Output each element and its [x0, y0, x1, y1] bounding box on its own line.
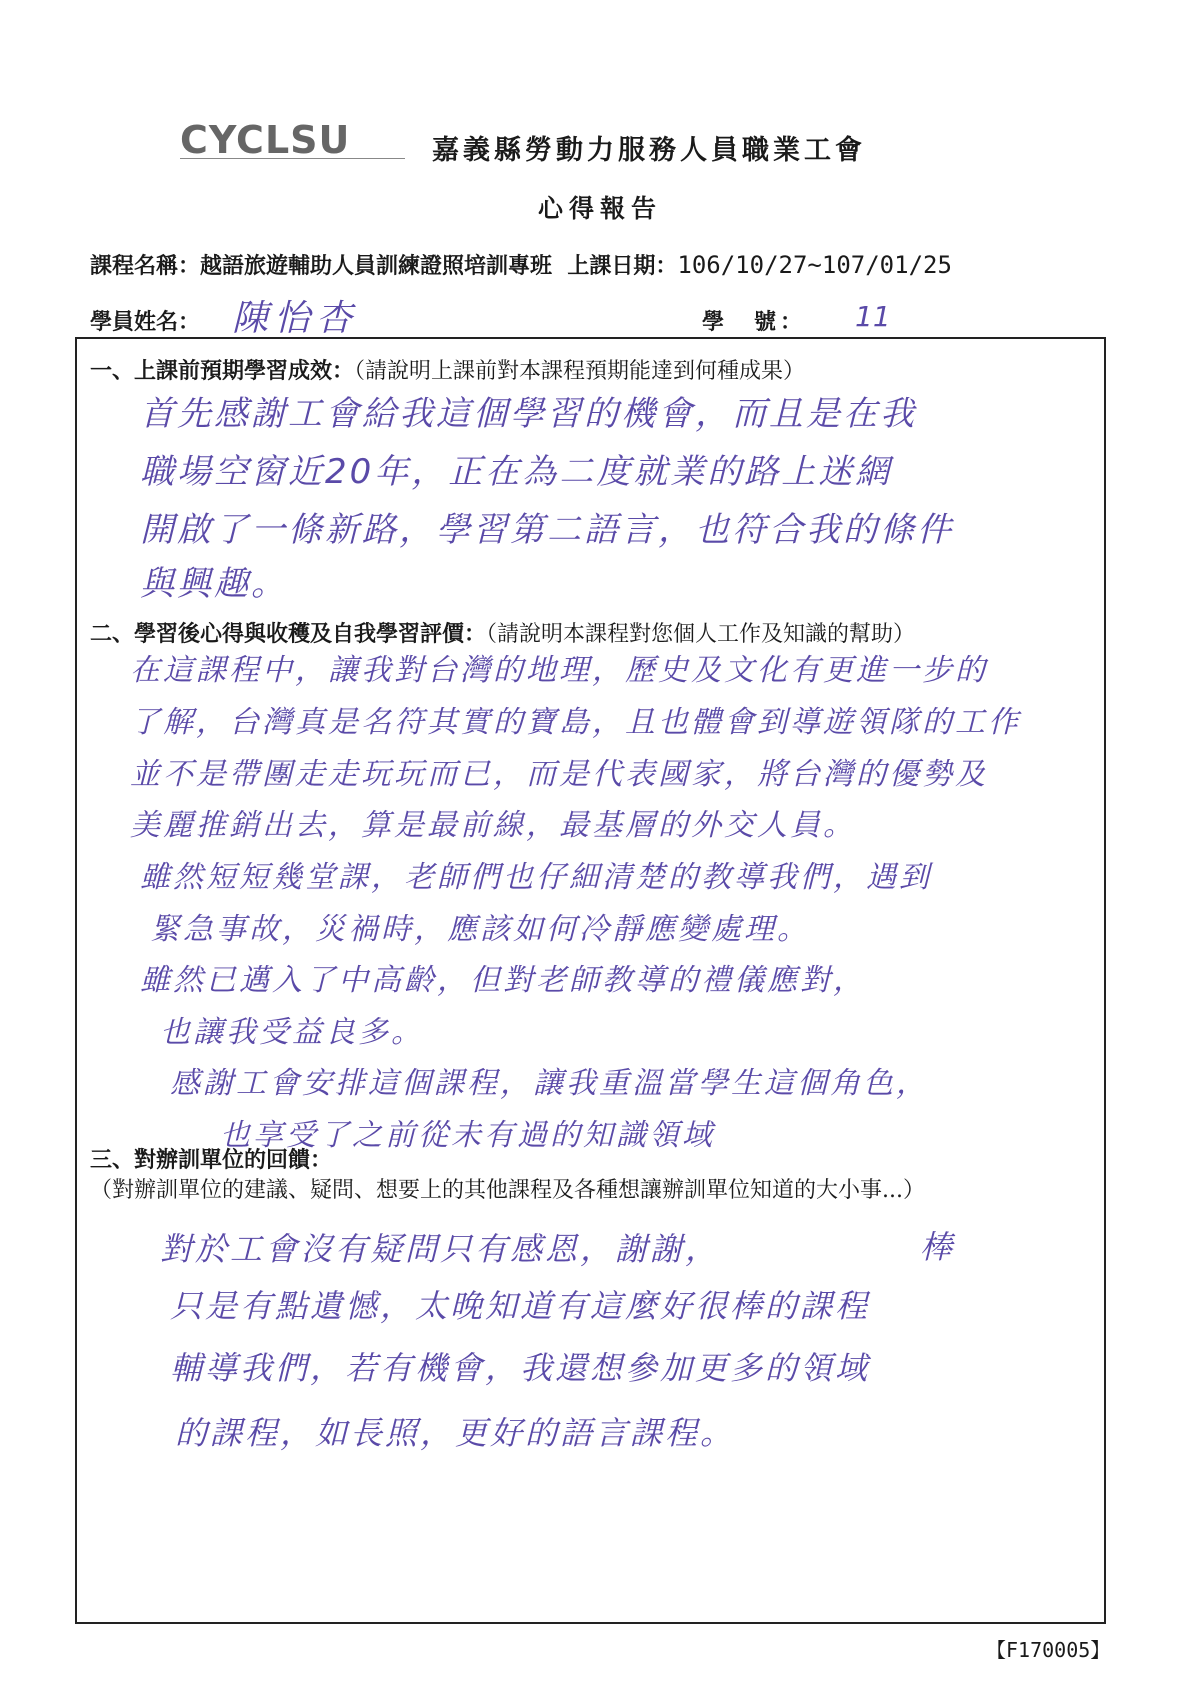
section1-heading [90, 354, 805, 385]
section2-note: （請說明本課程對您個人工作及知識的幫助） [486, 622, 916, 647]
student-name-label: 學員姓名： [90, 309, 201, 335]
course-date: 106/10/27~107/01/25 [677, 251, 952, 279]
logo-text: CYCLSU [180, 118, 351, 162]
course-date-label: 上課日期： [567, 253, 678, 279]
form-code: 【F170005】 [986, 1638, 1111, 1662]
student-number-label: 學 號： [702, 309, 807, 335]
section2-line: 雖然已邁入了中高齡，但對老師教導的禮儀應對， [140, 963, 866, 998]
section1-line: 職場空窗近20年，正在為二度就業的路上迷網 [140, 452, 893, 492]
section3-line: 的課程，如長照，更好的語言課程。 [175, 1414, 736, 1452]
section3-note: （對辦訓單位的建議、疑問、想要上的其他課程及各種想讓辦訓單位知道的大小事...） [90, 1178, 925, 1203]
union-logo [180, 118, 405, 168]
course-name-label: 課程名稱： [90, 253, 201, 279]
course-name: 越語旅遊輔助人員訓練證照培訓專班 [200, 253, 553, 279]
section2-line: 感謝工會安排這個課程，讓我重溫當學生這個角色， [170, 1066, 929, 1101]
organization-name: 嘉義縣勞動力服務人員職業工會 [432, 135, 866, 166]
student-name-handwritten: 陳怡杏 [232, 298, 359, 339]
section1-line: 首先感謝工會給我這個學習的機會，而且是在我 [140, 394, 917, 434]
section2-line: 在這課程中，讓我對台灣的地理，歷史及文化有更進一步的 [130, 653, 988, 688]
section2-line: 緊急事故，災禍時，應該如何冷靜應變處理。 [150, 912, 810, 947]
section3-heading: 三、對辦訓單位的回饋： [90, 1147, 333, 1173]
section2-line: 也享受了之前從未有過的知識領域 [220, 1118, 715, 1153]
section3-line: 輔導我們，若有機會，我還想參加更多的領域 [170, 1349, 871, 1387]
logo-underline [180, 158, 405, 163]
section2-line: 也讓我受益良多。 [160, 1015, 424, 1050]
report-title: 心得報告 [537, 194, 662, 223]
section2-line: 了解，台灣真是名符其實的寶島，且也體會到導遊領隊的工作 [130, 705, 1021, 740]
section3-line: 只是有點遺憾，太晚知道有這麼好很棒的課程 [170, 1287, 871, 1325]
course-info-row [90, 249, 952, 280]
section2-line: 雖然短短幾堂課，老師們也仔細清楚的教導我們，遇到 [140, 860, 932, 895]
section1-title: 一、上課前預期學習成效： [90, 358, 355, 384]
section2-line: 美麗推銷出去，算是最前線，最基層的外交人員。 [130, 808, 856, 843]
section1-note: （請說明上課前對本課程預期能達到何種成果） [354, 359, 806, 384]
handwritten-correction: 棒 [920, 1228, 953, 1266]
section2-heading [90, 617, 915, 648]
student-number-handwritten: 11 [855, 300, 891, 333]
section3-line: 對於工會沒有疑問只有感恩，謝謝， [160, 1230, 721, 1268]
section2-line: 並不是帶團走走玩玩而已，而是代表國家，將台灣的優勢及 [130, 757, 988, 792]
section1-line: 開啟了一條新路，學習第二語言，也符合我的條件 [140, 510, 954, 550]
section1-line: 與興趣。 [140, 564, 288, 604]
section2-title: 二、學習後心得與收穫及自我學習評價： [90, 621, 487, 647]
